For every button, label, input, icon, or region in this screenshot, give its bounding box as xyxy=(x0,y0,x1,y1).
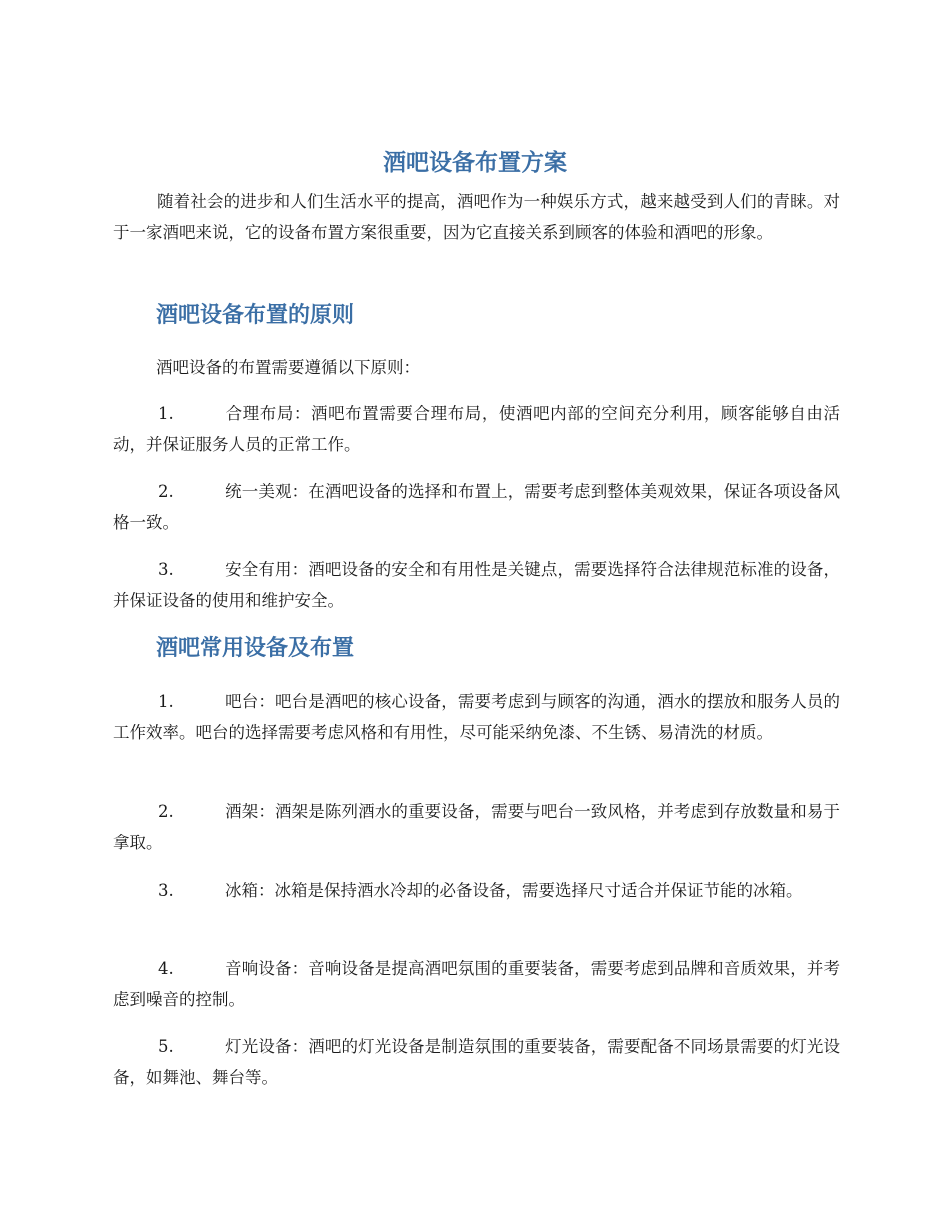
section-heading-principles: 酒吧设备布置的原则 xyxy=(156,303,355,328)
list-item-number: 2. xyxy=(158,482,174,501)
list-item xyxy=(113,398,840,460)
list-item-number: 4. xyxy=(158,959,174,978)
list-item-number: 3. xyxy=(158,560,174,579)
list-item-text: 安全有用：酒吧设备的安全和有用性是关键点，需要选择符合法律规范标准的设备，并保证设备的使用和维护安全。 xyxy=(113,560,840,610)
list-item xyxy=(113,953,840,1015)
list-item-number: 5. xyxy=(158,1037,174,1056)
list-item-text: 合理布局：酒吧布置需要合理布局，使酒吧内部的空间充分利用，顾客能够自由活动，并保证服务人员的正常工作。 xyxy=(113,404,840,454)
list-item-number: 1. xyxy=(158,692,174,711)
section-heading-equipment: 酒吧常用设备及布置 xyxy=(156,636,355,661)
list-item-text: 音响设备：音响设备是提高酒吧氛围的重要装备，需要考虑到品牌和音质效果，并考虑到噪音的控制。 xyxy=(113,959,840,1009)
list-item-text: 酒架：酒架是陈列酒水的重要设备，需要与吧台一致风格，并考虑到存放数量和易于拿取。 xyxy=(113,802,840,852)
list-item-number: 3. xyxy=(158,881,174,900)
list-item xyxy=(113,686,840,748)
list-item-number: 1. xyxy=(158,404,174,423)
list-item xyxy=(113,554,840,616)
list-item xyxy=(113,476,840,538)
document-title: 酒吧设备布置方案 xyxy=(383,150,567,176)
principles-lead-text: 酒吧设备的布置需要遵循以下原则： xyxy=(156,358,420,377)
list-item-text: 冰箱：冰箱是保持酒水冷却的必备设备，需要选择尺寸适合并保证节能的冰箱。 xyxy=(225,881,803,900)
intro-paragraph: 随着社会的进步和人们生活水平的提高，酒吧作为一种娱乐方式，越来越受到人们的青睐。对于一家酒吧来说，它的设备布置方案很重要，因为它直接关系到顾客的体验和酒吧的形象。 xyxy=(113,192,840,242)
list-item xyxy=(113,796,840,858)
list-item-text: 统一美观：在酒吧设备的选择和布置上，需要考虑到整体美观效果，保证各项设备风格一致。 xyxy=(113,482,840,532)
list-item xyxy=(113,875,840,906)
list-item-text: 吧台：吧台是酒吧的核心设备，需要考虑到与顾客的沟通，酒水的摆放和服务人员的工作效率。吧台的选择需要考虑风格和有用性，尽可能采纳免漆、不生锈、易清洗的材质。 xyxy=(113,692,840,742)
list-item-text: 灯光设备：酒吧的灯光设备是制造氛围的重要装备，需要配备不同场景需要的灯光设备，如舞池、舞台等。 xyxy=(113,1037,840,1087)
list-item-number: 2. xyxy=(158,802,174,821)
list-item xyxy=(113,1031,840,1093)
